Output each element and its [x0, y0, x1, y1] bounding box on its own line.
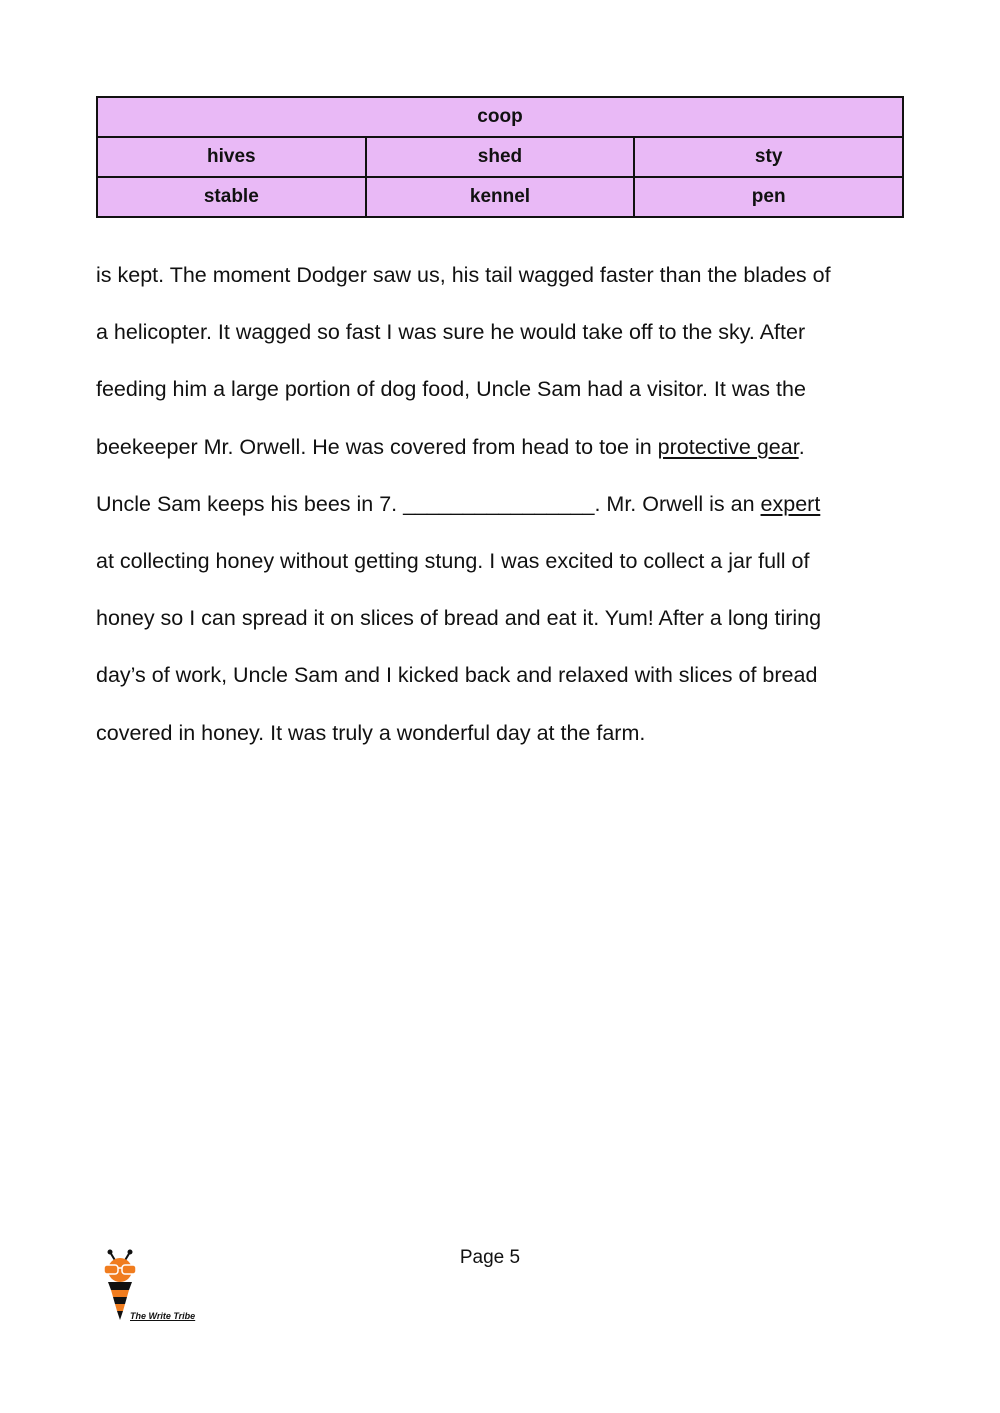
story-passage [96, 247, 916, 762]
word-bank-row [97, 177, 903, 217]
passage-text: Uncle Sam keeps his bees in 7. [96, 491, 404, 516]
word-bank-table [96, 96, 904, 218]
passage-text: . Mr. Orwell is an [594, 491, 761, 516]
underlined-vocab-expert: expert [760, 491, 821, 516]
passage-line: covered in honey. It was truly a wonderful day at the farm. [96, 720, 646, 745]
word-bank-cell: shed [366, 137, 635, 177]
logo-wordmark: The Write Tribe [130, 1311, 196, 1321]
word-bank-cell: coop [97, 97, 903, 137]
passage-line: feeding him a large portion of dog food, Uncle Sam had a visitor. It was the [96, 377, 806, 402]
passage-line: honey so I can spread it on slices of bread and eat it. Yum! After a long tiring [96, 606, 822, 631]
word-bank-cell: hives [97, 137, 366, 177]
word-bank-cell: pen [634, 177, 903, 217]
passage-line: a helicopter. It wagged so fast I was sure he would take off to the sky. After [96, 320, 806, 345]
word-bank-cell: kennel [366, 177, 635, 217]
passage-line: is kept. The moment Dodger saw us, his tail wagged faster than the blades of [96, 263, 831, 287]
page-number: Page 5 [459, 1247, 521, 1268]
word-bank-header-row [97, 97, 903, 137]
word-bank-row [97, 137, 903, 177]
passage-line [96, 419, 916, 476]
answer-blank-7[interactable]: ________________ [403, 491, 595, 516]
passage-line [96, 476, 916, 533]
passage-text: beekeeper Mr. Orwell. He was covered from head to toe in [96, 434, 658, 459]
underlined-vocab-protective-gear: protective gear [657, 434, 799, 459]
passage-text: . [798, 434, 805, 459]
passage-line: at collecting honey without getting stung. I was excited to collect a jar full of [96, 549, 810, 574]
word-bank-cell: sty [634, 137, 903, 177]
passage-line: day’s of work, Uncle Sam and I kicked back and relaxed with slices of bread [96, 663, 818, 688]
word-bank-cell: stable [97, 177, 366, 217]
